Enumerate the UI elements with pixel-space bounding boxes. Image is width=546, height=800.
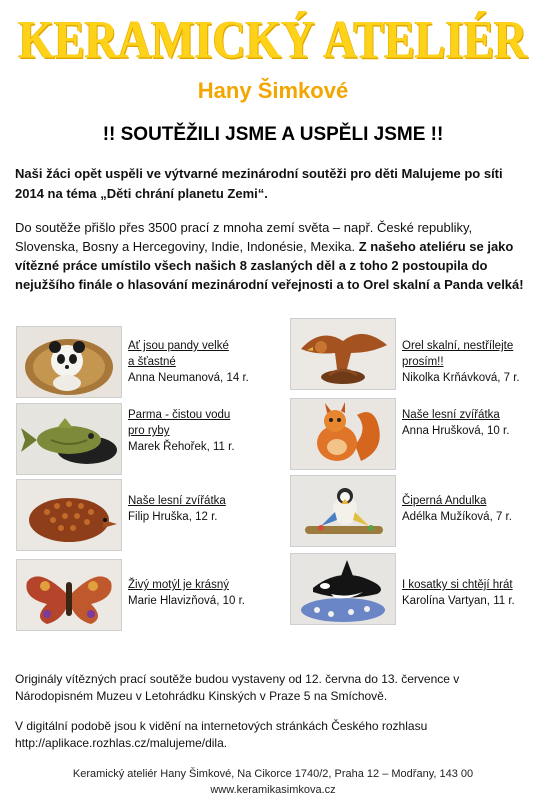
entry-title-line2: pro ryby bbox=[128, 425, 170, 437]
entry-title: Ať jsou pandy velké bbox=[128, 340, 229, 352]
squirrel-ceramic-icon bbox=[291, 399, 395, 469]
brand-subtitle: Hany Šimkové bbox=[197, 78, 349, 103]
footer-web-link[interactable]: www.keramikasimkova.cz bbox=[210, 784, 336, 796]
entry-caption bbox=[402, 407, 546, 439]
fish-ceramic-icon bbox=[17, 404, 121, 474]
results-text: Do soutěže přišlo přes 3500 prací z mnoha zemí světa – např. České republiky, Slovenska, Bosny a Hercegoviny, Indie, Indonésie, Mexika. bbox=[15, 220, 473, 254]
entry-photo-eagle bbox=[290, 318, 396, 390]
budgie-ceramic-icon bbox=[291, 476, 395, 546]
entry-caption bbox=[128, 577, 278, 609]
entry-title: Čiperná Andulka bbox=[402, 495, 487, 507]
digital-note: V digitální podobě jsou k vidění na internetových stránkách Českého rozhlasu http://aplikace.rozhlas.cz/malujeme/dila. bbox=[15, 719, 428, 750]
entry-author: Adélka Mužíková, 7 r. bbox=[402, 511, 512, 523]
entry-photo-budgie bbox=[290, 475, 396, 547]
entry-author: Anna Hrušková, 10 r. bbox=[402, 425, 510, 437]
entry-photo-orca bbox=[290, 553, 396, 625]
entry-title-line2: a šťastné bbox=[128, 356, 176, 368]
results-paragraph bbox=[15, 218, 535, 294]
eagle-ceramic-icon bbox=[291, 319, 395, 389]
entry-author: Karolína Vartyan, 11 r. bbox=[402, 595, 515, 607]
entry-photo-panda bbox=[16, 326, 122, 398]
entry-caption bbox=[128, 338, 278, 386]
entry-title-line2: prosím!! bbox=[402, 356, 444, 368]
entry-author: Marek Řehořek, 11 r. bbox=[128, 441, 235, 453]
entry-title: Naše lesní zvířátka bbox=[128, 495, 226, 507]
entry-title: Parma - čistou vodu bbox=[128, 409, 231, 421]
entry-photo-fish bbox=[16, 403, 122, 475]
orca-ceramic-icon bbox=[291, 554, 395, 624]
butterfly-ceramic-icon bbox=[17, 560, 121, 630]
entry-title: I kosatky si chtějí hrát bbox=[402, 579, 513, 591]
exhibition-note: Originály vítězných prací soutěže budou vystaveny od 12. června do 13. července v Národopisném Muzeu v Letohrádku Kinských v Praze 5 na Smíchově. bbox=[15, 672, 460, 703]
entry-caption bbox=[128, 493, 278, 525]
entry-author: Nikolka Krňávková, 7 r. bbox=[402, 372, 520, 384]
footer-address: Keramický ateliér Hany Šimkové, Na Cikorce 1740/2, Praha 12 – Modřany, 143 00 bbox=[72, 768, 474, 780]
entry-author: Filip Hruška, 12 r. bbox=[128, 511, 218, 523]
entry-author: Marie Hlavizňová, 10 r. bbox=[128, 595, 245, 607]
results-bold-text: Z našeho ateliéru se jako vítězné práce umístilo všech našich 8 zaslaných děl a z toho 2 postoupila do nejužšího finále o hlasování mezinárodní veřejnosti a to Orel skalní a Panda velká! bbox=[15, 239, 524, 292]
entry-title: Orel skalní, nestřílejte bbox=[402, 340, 514, 352]
entry-caption bbox=[402, 338, 546, 386]
entry-photo-butterfly bbox=[16, 559, 122, 631]
entry-photo-hedgehog bbox=[16, 479, 122, 551]
brand-title: KERAMICKÝ ATELIÉR bbox=[18, 9, 528, 70]
entry-photo-squirrel bbox=[290, 398, 396, 470]
entry-caption bbox=[402, 577, 546, 609]
hedgehog-ceramic-icon bbox=[17, 480, 121, 550]
entry-author: Anna Neumanová, 14 r. bbox=[128, 372, 249, 384]
entry-title: Živý motýl je krásný bbox=[128, 579, 229, 591]
entry-title: Naše lesní zvířátka bbox=[402, 409, 500, 421]
entry-caption bbox=[128, 407, 278, 455]
panda-ceramic-icon bbox=[17, 327, 121, 397]
entry-caption bbox=[402, 493, 546, 525]
intro-paragraph: Naši žáci opět uspěli ve výtvarné mezinárodní soutěži pro děti Malujeme po síti 2014 na téma „Děti chrání planetu Zemi“. bbox=[15, 166, 503, 201]
page-headline: !! SOUTĚŽILI JSME A USPĚLI JSME !! bbox=[102, 124, 444, 145]
